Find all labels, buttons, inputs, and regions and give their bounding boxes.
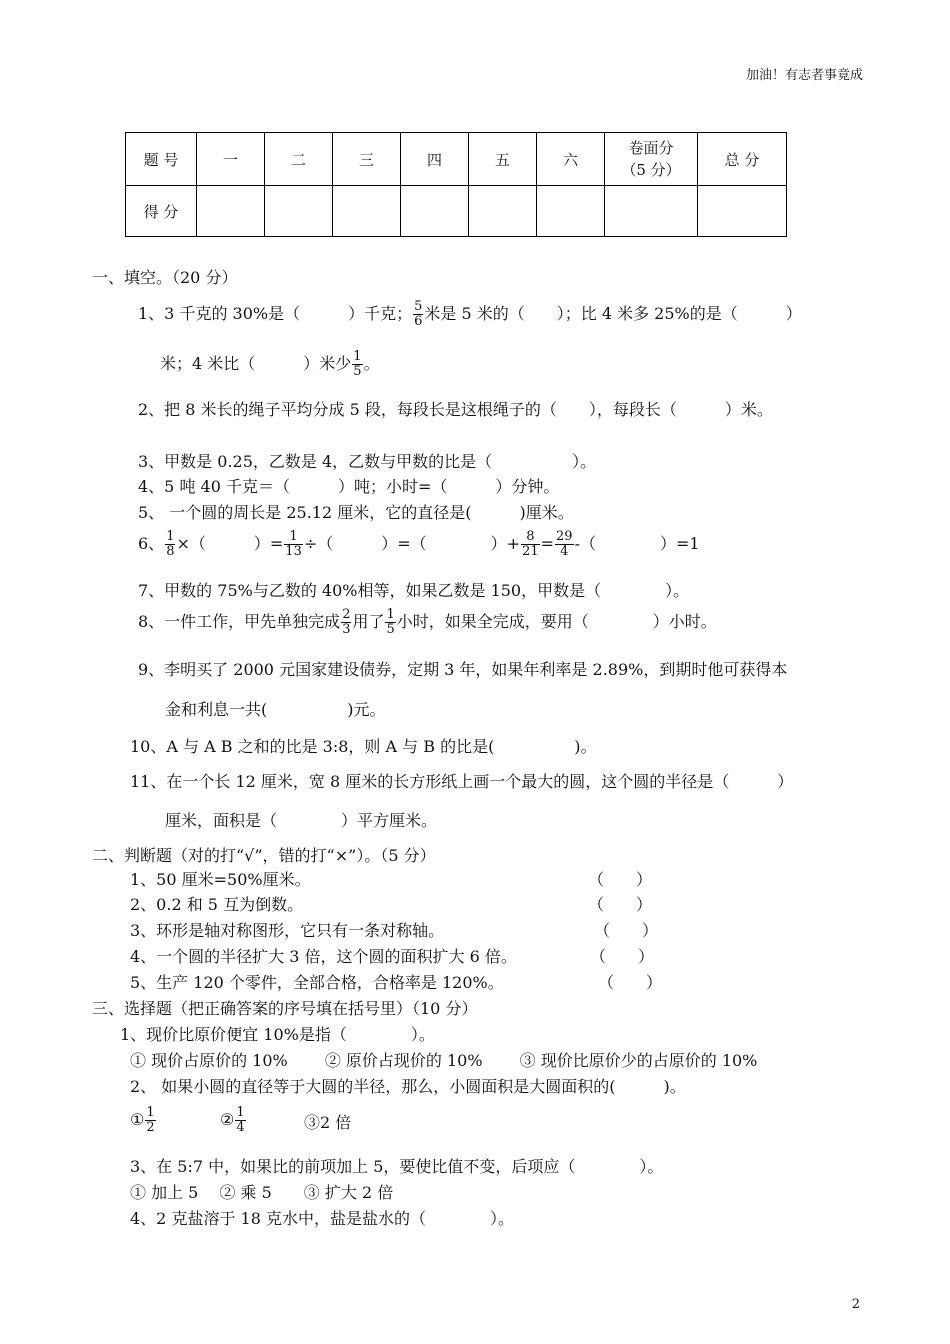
appearance-label: 卷面分 xyxy=(628,139,674,157)
s1-q9-line1: 9、李明买了 2000 元国家建设债券，定期 3 年，如果年利率是 2.89%，到期时他可获得本 xyxy=(138,660,788,679)
s1-q1-line2 xyxy=(160,350,380,379)
text: ② xyxy=(220,1110,235,1129)
section3-title: 三、选择题（把正确答案的序号填在括号里）（10 分） xyxy=(92,999,478,1018)
s1-q2: 2、把 8 米长的绳子平均分成 5 段，每段长是这根绳子的（ ），每段长（ ）米。 xyxy=(138,400,773,419)
score-cell[interactable] xyxy=(698,186,787,237)
s2-item-2: 2、0.2 和 5 互为倒数。 xyxy=(130,895,304,914)
text: ×（ ）= xyxy=(176,534,284,553)
fraction: $\frac{2}{3}$ xyxy=(342,607,351,637)
fraction: $\frac{1}{5}$ xyxy=(353,349,362,379)
s3-q2-option-1 xyxy=(130,1106,157,1135)
s2-answer-paren-2[interactable]: （ ） xyxy=(588,895,653,914)
fraction: $\frac{1}{4}$ xyxy=(236,1105,245,1135)
score-header-cell: 总 分 xyxy=(698,133,787,186)
score-header-cell-appearance xyxy=(605,133,698,186)
score-cell[interactable] xyxy=(333,186,401,237)
s2-item-1: 1、50 厘米=50%厘米。 xyxy=(130,870,311,889)
page-number: 2 xyxy=(851,1297,860,1312)
s3-q4: 4、2 克盐溶于 18 克水中，盐是盐水的（ ）。 xyxy=(130,1209,514,1228)
text: -（ ）=1 xyxy=(574,534,700,553)
score-header-cell: 四 xyxy=(401,133,469,186)
score-table-score-row xyxy=(126,186,787,237)
score-cell[interactable] xyxy=(537,186,605,237)
section2-title: 二、判断题（对的打“√”，错的打“×”）。（5 分） xyxy=(92,846,436,865)
s1-q7: 7、甲数的 75%与乙数的 40%相等，如果乙数是 150，甲数是（ ）。 xyxy=(138,581,690,600)
score-header-cell: 一 xyxy=(197,133,265,186)
text: ÷（ ）=（ ）+ xyxy=(303,534,521,553)
text: 6、 xyxy=(138,534,165,553)
s3-q2-option-3: ③2 倍 xyxy=(304,1113,352,1132)
score-header-cell: 六 xyxy=(537,133,605,186)
s1-q4: 4、5 吨 40 千克＝（ ）吨；小时=（ ）分钟。 xyxy=(138,477,560,496)
s3-q2: 2、 如果小圆的直径等于大圆的半径，那么，小圆面积是大圆面积的( )。 xyxy=(130,1077,686,1096)
text: ① xyxy=(130,1110,145,1129)
s1-q6 xyxy=(138,530,700,559)
s1-q1-line1 xyxy=(138,300,802,329)
s3-q1-options: ① 现价占原价的 10% ② 原价占现价的 10% ③ 现价比原价少的占原价的 10% xyxy=(130,1051,758,1070)
s1-q10: 10、A 与 A B 之和的比是 3:8，则 A 与 B 的比是( )。 xyxy=(130,737,597,756)
score-cell[interactable] xyxy=(469,186,537,237)
s1-q3: 3、甲数是 0.25，乙数是 4，乙数与甲数的比是（ ）。 xyxy=(138,452,597,471)
appearance-points: （5 分） xyxy=(621,161,681,179)
fraction: $\frac{1}{5}$ xyxy=(386,607,395,637)
text: 用了 xyxy=(352,612,385,631)
s2-answer-paren-4[interactable]: （ ） xyxy=(590,947,655,966)
s1-q5: 5、 一个圆的周长是 25.12 厘米，它的直径是( )厘米。 xyxy=(138,503,574,522)
section1-title: 一、填空。（20 分） xyxy=(92,268,238,287)
fraction: $\frac{1}{2}$ xyxy=(146,1105,155,1135)
fraction: $\frac{5}{6}$ xyxy=(414,299,423,329)
text: = xyxy=(540,534,555,553)
s1-q11-line2: 厘米，面积是（ ）平方厘米。 xyxy=(165,811,438,830)
s2-answer-paren-3[interactable]: （ ） xyxy=(594,921,659,940)
s2-item-5: 5、生产 120 个零件，全部合格，合格率是 120%。 xyxy=(130,973,504,992)
score-cell[interactable] xyxy=(265,186,333,237)
s3-q2-option-2 xyxy=(220,1106,247,1135)
text: 小时，如果全完成，要用（ ）小时。 xyxy=(396,612,717,631)
s1-q11-line1: 11、在一个长 12 厘米，宽 8 厘米的长方形纸上画一个最大的圆，这个圆的半径是（ ） xyxy=(130,772,794,791)
s2-item-3: 3、环形是轴对称图形，它只有一条对称轴。 xyxy=(130,921,445,940)
text: 米；4 米比（ ）米少 xyxy=(160,354,352,373)
text: 米是 5 米的（ ）；比 4 米多 25%的是（ ） xyxy=(424,304,802,323)
text: 1、3 千克的 30%是（ ）千克； xyxy=(138,304,413,323)
header-motto: 加油！有志者事竟成 xyxy=(745,68,863,83)
text: 8、一件工作，甲先单独完成 xyxy=(138,612,341,631)
fraction: $\frac{29}{4}$ xyxy=(556,529,573,559)
score-cell[interactable] xyxy=(401,186,469,237)
score-header-cell: 三 xyxy=(333,133,401,186)
s1-q9-line2: 金和利息一共( )元。 xyxy=(165,700,386,719)
s2-answer-paren-5[interactable]: （ ） xyxy=(598,973,663,992)
score-header-cell: 二 xyxy=(265,133,333,186)
score-row-label: 得 分 xyxy=(126,186,197,237)
fraction: $\frac{8}{21}$ xyxy=(522,529,539,559)
score-cell[interactable] xyxy=(197,186,265,237)
score-table xyxy=(125,132,787,237)
score-header-cell: 题 号 xyxy=(126,133,197,186)
s2-item-4: 4、一个圆的半径扩大 3 倍，这个圆的面积扩大 6 倍。 xyxy=(130,947,517,966)
s3-q1: 1、现价比原价便宜 10%是指（ ）。 xyxy=(120,1025,435,1044)
s3-q3-options: ① 加上 5 ② 乘 5 ③ 扩大 2 倍 xyxy=(130,1183,394,1202)
s3-q3: 3、在 5:7 中，如果比的前项加上 5，要使比值不变，后项应（ ）。 xyxy=(130,1157,664,1176)
fraction: $\frac{1}{8}$ xyxy=(166,529,175,559)
score-cell[interactable] xyxy=(605,186,698,237)
s2-answer-paren-1[interactable]: （ ） xyxy=(588,870,653,889)
score-header-cell: 五 xyxy=(469,133,537,186)
fraction: $\frac{1}{13}$ xyxy=(285,529,302,559)
s1-q8 xyxy=(138,608,717,637)
score-table-header-row xyxy=(126,133,787,186)
text: 。 xyxy=(363,354,380,373)
